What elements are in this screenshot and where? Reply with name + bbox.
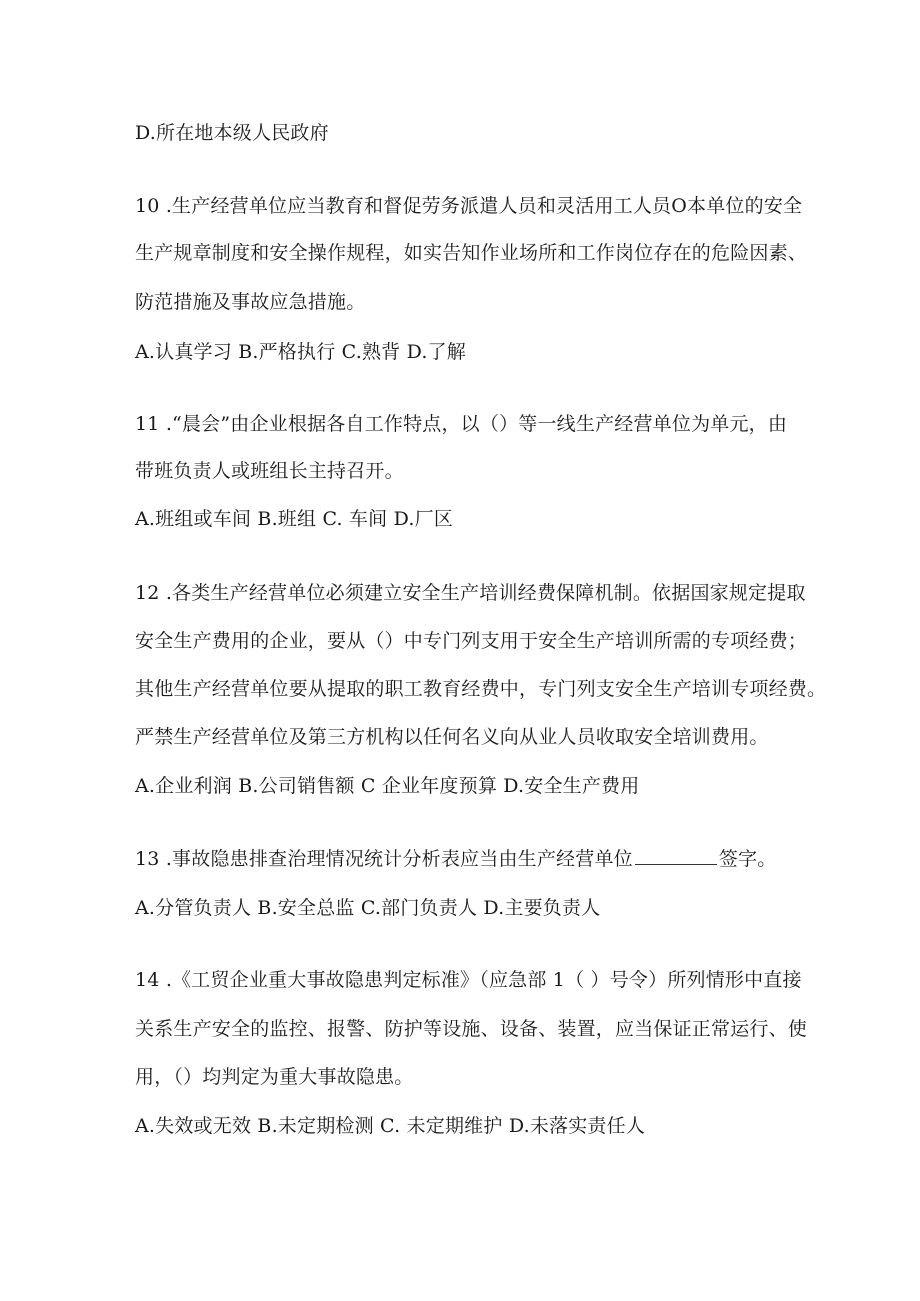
q10-line-1: 10 .生产经营单位应当教育和督促劳务派遣人员和灵活用工人员O本单位的安全 — [135, 195, 803, 217]
q12-line-2: 安全生产费用的企业，要从（）中专门列支用于安全生产培训所需的专项经费； — [135, 630, 808, 652]
q10-options: A.认真学习 B.严格执行 C.熟背 D.了解 — [135, 341, 466, 363]
q13-text-after-blank: 签字。 — [718, 848, 777, 870]
q14-line-3: 用，（）均判定为重大事故隐患。 — [135, 1066, 414, 1088]
q14-line-2: 关系生产安全的监控、报警、防护等设施、设备、装置，应当保证正常运行、使 — [135, 1018, 808, 1040]
q9-option-d: D.所在地本级人民政府 — [135, 122, 329, 144]
q11-line-1: 11 .“晨会”由企业根据各自工作特点，以（）等一线生产经营单位为单元，由 — [135, 413, 788, 435]
q12-line-1: 12 .各类生产经营单位必须建立安全生产培训经费保障机制。依据国家规定提取 — [135, 582, 806, 604]
answer-blank — [635, 864, 717, 865]
q14-line-1: 14 .《工贸企业重大事故隐患判定标准》（应急部 1（ ）号令）所列情形中直接 — [135, 969, 802, 991]
q14-options: A.失效或无效 B.未定期检测 C. 未定期维护 D.未落实责任人 — [135, 1115, 646, 1137]
q12-line-4: 严禁生产经营单位及第三方机构以任何名义向从业人员收取安全培训费用。 — [135, 726, 769, 748]
q13-text-before-blank: 13 .事故隐患排查治理情况统计分析表应当由生产经营单位 — [135, 848, 633, 870]
q10-line-2: 生产规章制度和安全操作规程，如实告知作业场所和工作岗位存在的危险因素、 — [135, 242, 808, 264]
q13-line-1 — [135, 846, 776, 872]
q11-options: A.班组或车间 B.班组 C. 车间 D.厂区 — [135, 508, 454, 530]
q10-line-3: 防范措施及事故应急措施。 — [135, 291, 366, 313]
q12-options: A.企业利润 B.公司销售额 C 企业年度预算 D.安全生产费用 — [135, 775, 640, 797]
q11-line-2: 带班负责人或班组长主持召开。 — [135, 460, 404, 482]
q13-options: A.分管负责人 B.安全总监 C.部门负责人 D.主要负责人 — [135, 897, 601, 919]
q12-line-3: 其他生产经营单位要从提取的职工教育经费中，专门列支安全生产培训专项经费。 — [135, 678, 827, 700]
